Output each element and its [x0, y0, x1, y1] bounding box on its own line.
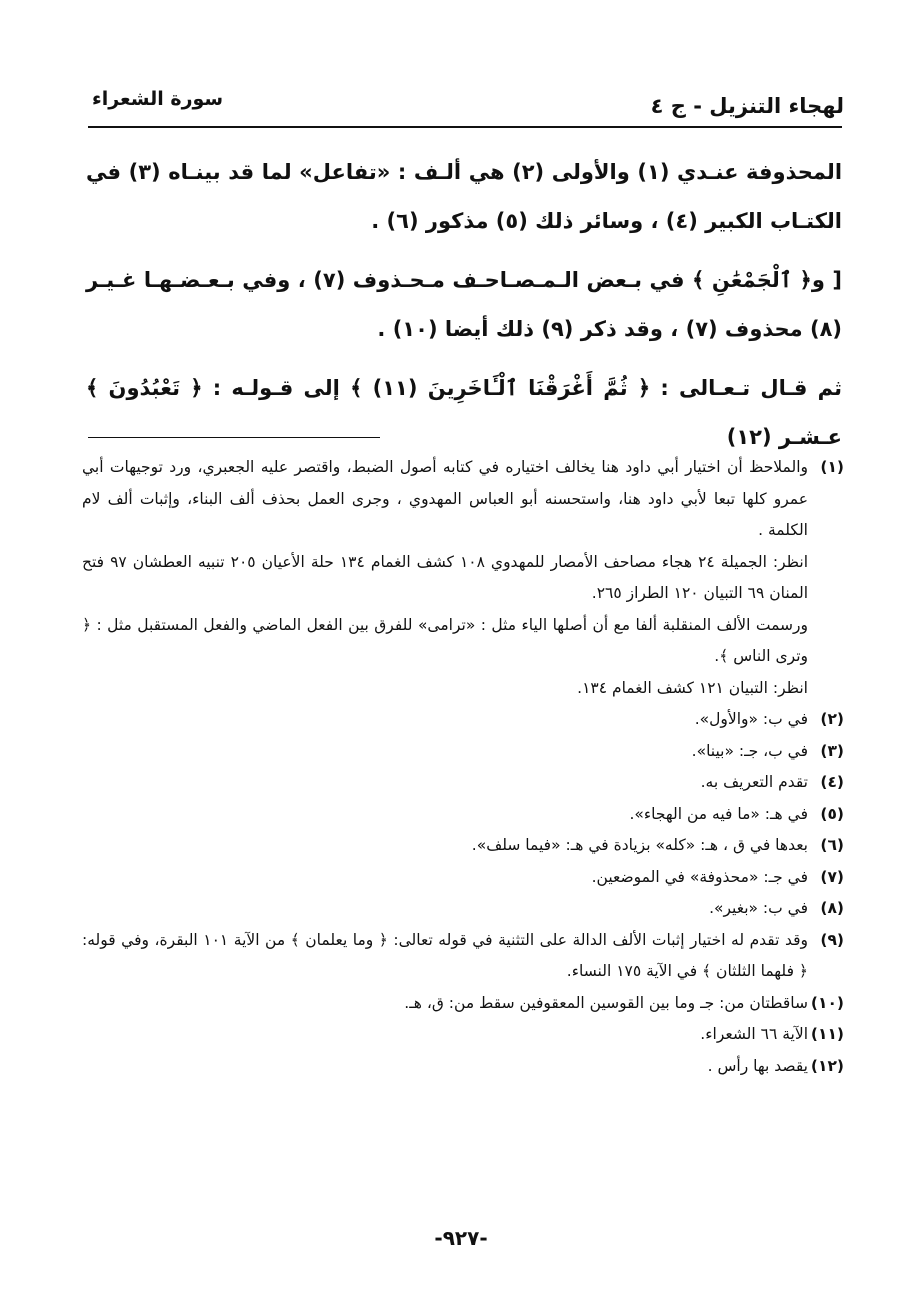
main-paragraph: [ و﴿ ٱلْجَمْعَٰنِ ﴾ في بـعض الـمـصـاحـف مـحـذوف (٧) ، وفي بـعـضـهـا غـيـر (٨) محذوف (٧) ، وقد ذكر (٩) ذلك أيضا (١٠) . — [86, 268, 842, 341]
footnote — [82, 925, 844, 988]
footnote-number: (١) — [820, 458, 844, 476]
footnote-number: (١٢) — [810, 1056, 844, 1075]
footnote — [82, 547, 844, 610]
footnote-number: (١٠) — [810, 993, 844, 1012]
footnote-text: انظر: الجميلة ٢٤ هجاء مصاحف الأمصار للمهدوي ١٠٨ كشف الغمام ١٣٤ حلة الأعيان ٢٠٥ تنبيه العطشان ٩٧ فتح المنان ٦٩ التبيان ١٢٠ الطراز ٢٦٥. — [82, 552, 809, 602]
footnote — [82, 988, 844, 1020]
footnote — [82, 893, 844, 925]
footnote-number: (٨) — [820, 899, 844, 917]
footnote — [82, 673, 844, 705]
footnote-text: بعدها في ق ، هـ: «كله» بزيادة في هـ: «فيما سلف». — [471, 836, 808, 854]
footnote — [82, 736, 844, 768]
main-paragraph: المحذوفة عنـدي (١) والأولى (٢) هي ألـف : «تفاعل» لما قد بينـاه (٣) في الكتـاب الكبير (٤) ، وسائر ذلك (٥) مذكور (٦) . — [86, 160, 843, 233]
footnote-text: ورسمت الألف المنقلبة ألفا مع أن أصلها الياء مثل : «ترامى» للفرق بين الفعل الماضي والفعل المستقبل مثل : ﴿ وترى الناس ﴾. — [82, 615, 808, 665]
footnote-number: (٦) — [820, 836, 844, 854]
main-paragraph: ثم قـال تـعـالى : ﴿ ثُمَّ أَغْرَقْنَا ٱلْـَٔاخَرِينَ (١١) ﴾ إلى قـولـه : ﴿ تَعْبُدُونَ ﴾ عـشـر (١٢) — [86, 376, 842, 449]
footnote-text: وقد تقدم له اختيار إثبات الألف الدالة على التثنية في قوله تعالى: ﴿ وما يعلمان ﴾ من الآية ١٠١ البقرة، وفي قوله: ﴿ فلهما الثلثان ﴾ في الآية ١٧٥ النساء. — [82, 930, 808, 980]
footnote-number: (٤) — [820, 773, 844, 791]
footnote-number: (٧) — [820, 867, 844, 886]
footnote-number: (٩) — [820, 930, 844, 949]
footnote-text: انظر: التبيان ١٢١ كشف الغمام ١٣٤. — [577, 678, 808, 697]
footnote-number: (١١) — [810, 1025, 844, 1043]
footnote-text: الآية ٦٦ الشعراء. — [700, 1025, 808, 1043]
footnote-number: (٣) — [820, 741, 844, 760]
footnote — [82, 862, 844, 894]
footnote — [82, 452, 844, 547]
footnote — [82, 1051, 844, 1083]
footnote — [82, 767, 844, 799]
main-text — [86, 148, 842, 462]
footnote — [82, 610, 844, 673]
footnote-text: في هـ: «ما فيه من الهجاء». — [629, 804, 808, 823]
footnote-text: والملاحظ أن اختيار أبي داود هنا يخالف اختياره في كتابه أصول الضبط، واقتصر عليه الجعبري، ورد توجيهات أبي عمرو كلها تبعا لأبي داود هنا، واستحسنه أبو العباس المهدوي ، وجرى العمل بحذف ألف البناء، وإثبات ألف لام الكلمة . — [82, 458, 808, 539]
footnote-text: ساقطتان من: جـ وما بين القوسين المعقوفين سقط من: ق، هـ. — [404, 993, 808, 1012]
footnote-divider — [88, 437, 380, 438]
footnote-number: (٢) — [820, 710, 844, 728]
footnote-number: (٥) — [820, 804, 844, 823]
header-divider — [88, 126, 842, 128]
footnotes — [82, 452, 844, 1082]
footnote-text: في جـ: «محذوفة» في الموضعين. — [591, 867, 808, 886]
footnote-text: في ب: «والأول». — [694, 710, 808, 728]
footnote — [82, 799, 844, 831]
footnote-text: يقصد بها رأس . — [707, 1056, 808, 1075]
surah-title: سورة الشعراء — [92, 88, 224, 110]
footnote — [82, 704, 844, 736]
footnote — [82, 1019, 844, 1051]
footnote-text: في ب: «بغير». — [709, 899, 808, 917]
footnote-text: في ب، جـ: «بينا». — [691, 741, 808, 760]
book-title: لهجاء التنزيل - ج ٤ — [650, 94, 844, 118]
footnote-text: تقدم التعريف به. — [700, 773, 808, 791]
page-number: -٩٢٧- — [434, 1226, 488, 1250]
footnote — [82, 830, 844, 862]
